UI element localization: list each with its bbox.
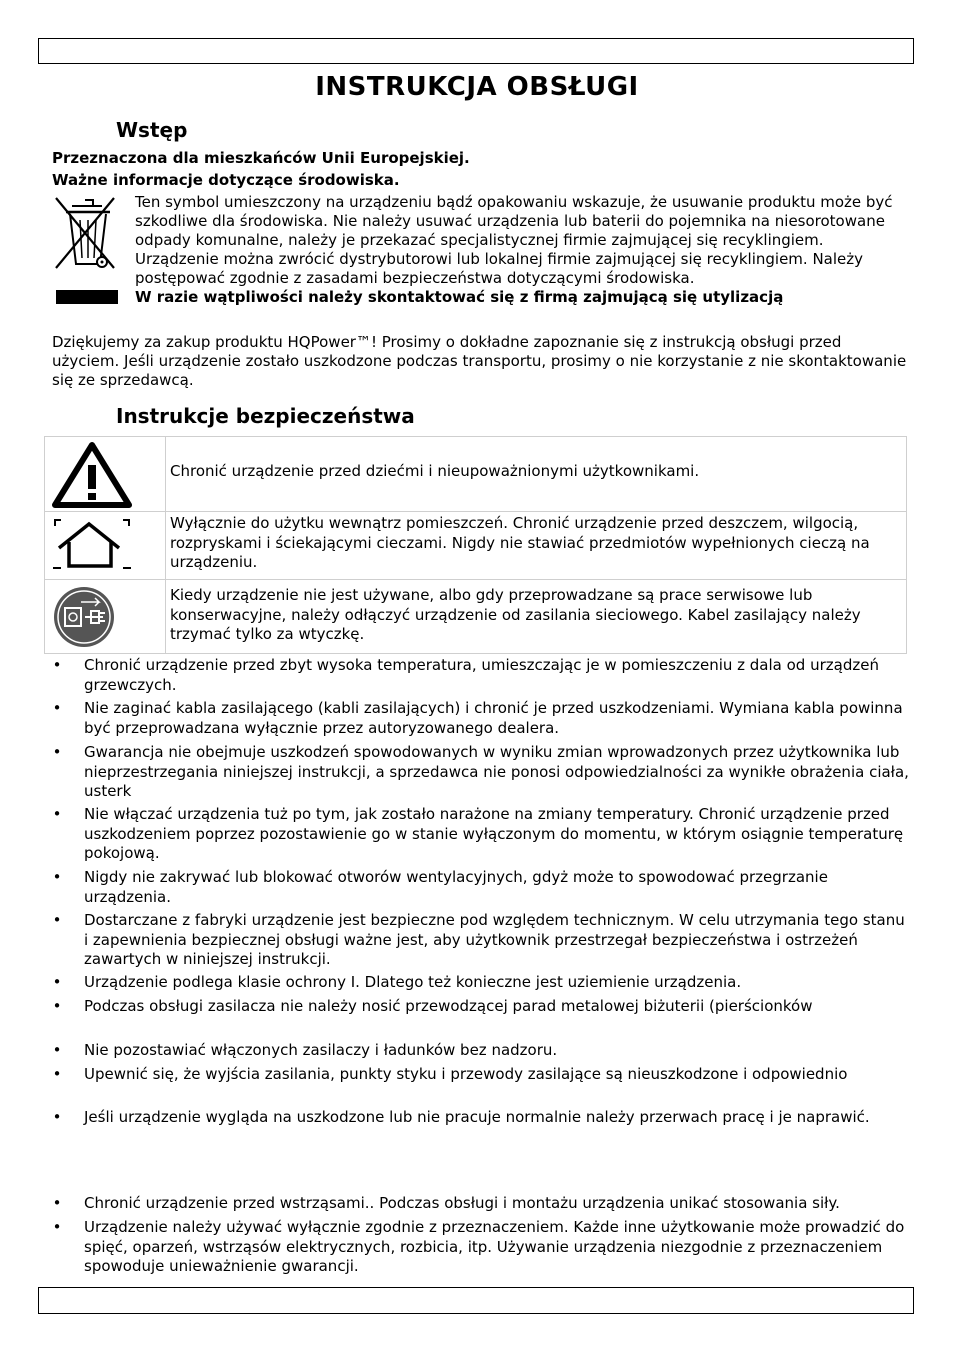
list-item: • Dostarczane z fabryki urządzenie jest bezpieczne pod względem technicznym. W celu utrzymania tego stanu i zapewnienia bezpiecznej obsługi ważne jest, aby użytkownik przestrzegał bezpieczeństwa i ostrzeżeń zawartych w niniejszej instrukcji. bbox=[52, 911, 905, 968]
list-item: • Chronić urządzenie przed zbyt wysoka temperatura, umieszczając je w pomieszczeniu z dala od urządzeń grzewczych. bbox=[52, 656, 879, 694]
list-item: • Podczas obsługi zasilacza nie należy nosić przewodzącej parad metalowej biżuterii (pierścionków bbox=[52, 997, 813, 1015]
safety-row-text: Chronić urządzenie przed dziećmi i nieupoważnionymi użytkownikami. bbox=[166, 437, 907, 512]
bullet-icon: • bbox=[52, 743, 62, 761]
indoor-house-icon bbox=[45, 516, 165, 576]
bullet-icon: • bbox=[52, 699, 62, 717]
bullet-icon: • bbox=[52, 656, 62, 674]
bullet-icon: • bbox=[52, 997, 62, 1015]
page-header-frame bbox=[38, 38, 914, 64]
list-item: • Urządzenie podlega klasie ochrony I. Dlatego też konieczne jest uziemienie urządzenia. bbox=[52, 973, 742, 991]
bullet-icon: • bbox=[52, 973, 62, 991]
bullet-icon: • bbox=[52, 1108, 62, 1126]
bullet-icon: • bbox=[52, 805, 62, 823]
weee-notice bbox=[135, 193, 910, 307]
list-item: • Jeśli urządzenie wygląda na uszkodzone lub nie pracuje normalnie należy przerwach pracę i je naprawić. bbox=[52, 1108, 870, 1126]
safety-row-text: Wyłącznie do użytku wewnątrz pomieszczeń. Chronić urządzenie przed deszczem, wilgocią, rozpryskami i ściekającymi cieczami. Nigdy nie stawiać przedmiotów wypełnionych cieczą na urządzeniu. bbox=[166, 512, 907, 580]
list-item: • Nigdy nie zakrywać lub blokować otworów wentylacyjnych, gdyż może to spowodować przegrzanie urządzenia. bbox=[52, 868, 828, 906]
weee-notice-text: Ten symbol umieszczony na urządzeniu bądź opakowaniu wskazuje, że usuwanie produktu może być szkodliwe dla środowiska. Nie należy usuwać urządzenia lub baterii do pojemnika na niesorotowane odpady komunalne, należy je przekazać specjalistycznej firmie zajmującej się recyklingiem. Urządzenie można zwrócić dystrybutorowi lub lokalnej firmie zajmującej się recyklingiem. Należy postępować zgodnie z zasadami bezpieczeństwa dotyczącymi środowiska. bbox=[135, 193, 893, 287]
thank-you-paragraph: Dziękujemy za zakup produktu HQPower™! Prosimy o dokładne zapoznanie się z instrukcją obsługi przed użyciem. Jeśli urządzenie zostało uszkodzone podczas transportu, prosimy o nie korzystanie z nie skontaktowanie się ze sprzedawcą. bbox=[52, 333, 907, 389]
safety-heading: Instrukcje bezpieczeństwa bbox=[116, 404, 415, 428]
safety-row-text: Kiedy urządzenie nie jest używane, albo gdy przeprowadzane są prace serwisowe lub konserwacyjne, należy odłączyć urządzenie od zasilania sieciowego. Kabel zasilający należy trzymać tylko za wtyczkę. bbox=[166, 580, 907, 654]
safety-row-indoor bbox=[45, 512, 907, 580]
list-item: • Gwarancja nie obejmuje uszkodzeń spowodowanych w wyniku zmian wprowadzonych przez użytkownika lub nieprzestrzegania niniejszej instrukcji, a sprzedawca nie ponosi odpowiedzialności za wynikłe obrażenia ciała, usterk bbox=[52, 743, 909, 800]
weee-notice-bold: W razie wątpliwości należy skontaktować się z firmą zajmującą się utylizacją bbox=[135, 288, 784, 306]
list-item: • Nie pozostawiać włączonych zasilaczy i ładunków bez nadzoru. bbox=[52, 1041, 558, 1059]
list-item: • Chronić urządzenie przed wstrząsami.. Podczas obsługi i montażu urządzenia unikać stosowania siły. bbox=[52, 1194, 840, 1212]
bullet-icon: • bbox=[52, 1041, 62, 1059]
list-item: • Nie zaginać kabla zasilającego (kabli zasilających) i chronić je przed uszkodzeniami. Wymiana kabla powinna być przeprowadzana wyłącznie przez autoryzowanego dealera. bbox=[52, 699, 903, 737]
unplug-icon bbox=[45, 584, 165, 650]
list-item: • Upewnić się, że wyjścia zasilania, punkty styku i przewody zasilające są nieuszkodzone i odpowiednio bbox=[52, 1065, 848, 1083]
crossed-bin-icon bbox=[52, 194, 122, 310]
bullet-icon: • bbox=[52, 1194, 62, 1212]
safety-row-children bbox=[45, 437, 907, 512]
eu-residents-line: Przeznaczona dla mieszkańców Unii Europejskiej. bbox=[52, 149, 470, 167]
page-footer-frame bbox=[38, 1287, 914, 1314]
bullet-icon: • bbox=[52, 1065, 62, 1083]
intro-heading: Wstęp bbox=[116, 118, 188, 142]
bullet-icon: • bbox=[52, 911, 62, 929]
warning-triangle-icon bbox=[45, 441, 165, 509]
safety-row-unplug bbox=[45, 580, 907, 654]
list-item: • Nie włączać urządzenia tuż po tym, jak zostało narażone na zmiany temperatury. Chronić urządzenie przed uszkodzeniem poprzez pozostawienie go w stanie wyłączonym do momentu, w którym osiągnie temperaturę pokojową. bbox=[52, 805, 904, 862]
bullet-icon: • bbox=[52, 868, 62, 886]
safety-icons-table bbox=[44, 436, 907, 654]
environment-info-line: Ważne informacje dotyczące środowiska. bbox=[52, 171, 400, 189]
page-title: INSTRUKCJA OBSŁUGI bbox=[315, 72, 639, 102]
list-item: • Urządzenie należy używać wyłącznie zgodnie z przeznaczeniem. Każde inne użytkowanie może prowadzić do spięć, oparzeń, wstrząsów elektrycznych, rozbicia, itp. Używanie urządzenia niezgodnie z przeznaczeniem spowoduje unieważnienie gwarancji. bbox=[52, 1218, 905, 1275]
bullet-icon: • bbox=[52, 1218, 62, 1236]
